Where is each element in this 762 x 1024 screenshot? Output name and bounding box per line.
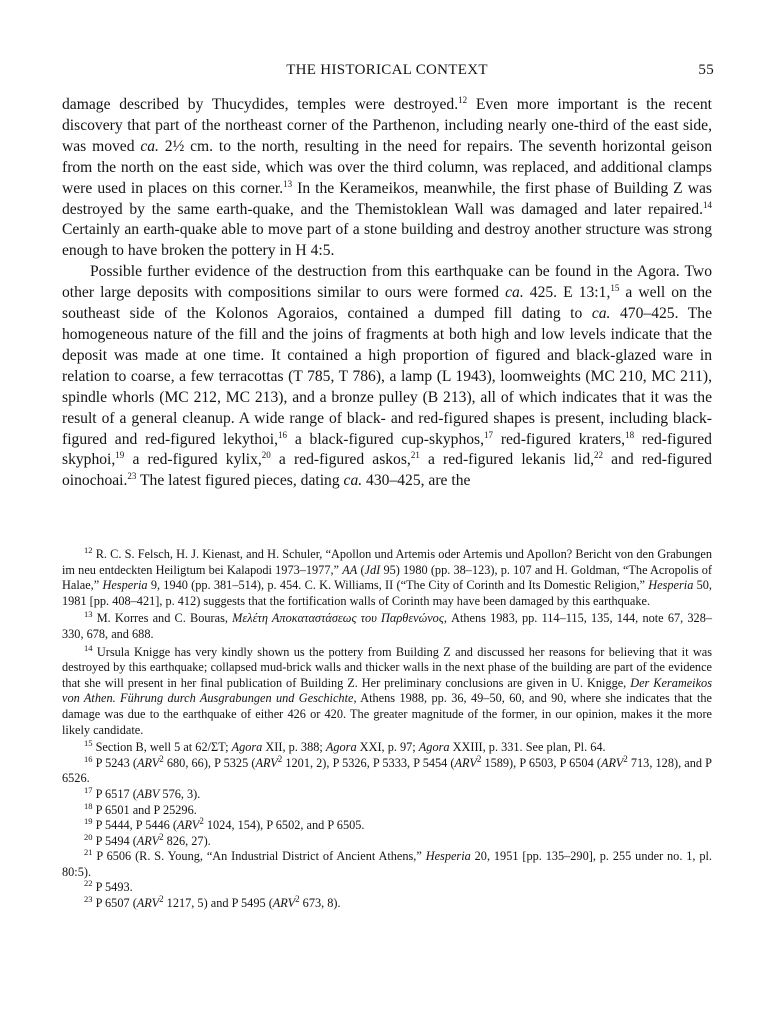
footnote-superscript: 2 — [159, 893, 164, 904]
paragraph-2 — [62, 262, 712, 492]
footnote-ref[interactable]: 20 — [261, 450, 271, 461]
footnote-text-italic: AA — [342, 562, 358, 577]
text-run: 2½ cm. to the north, resulting in the need for repairs. The seventh horizontal geison from the north on the east side, which was over the third column, was replaced, and additional clamps were used in places on this corner. — [62, 137, 712, 197]
footnote-number: 19 — [84, 816, 93, 826]
footnote-text-italic: ARV — [136, 896, 160, 911]
footnote-number: 16 — [84, 753, 93, 764]
text-run-italic: ca. — [591, 305, 611, 323]
footnote-17 — [62, 784, 712, 803]
footnote-number: 17 — [84, 784, 93, 795]
text-run-italic: ca. — [140, 137, 159, 155]
footnote-text-italic: ARV — [454, 755, 477, 770]
footnote-text: 9, 1940 (pp. 381–514), p. 454. C. K. Williams, II (“The City of Corinth and Its Domestic Religion,” — [147, 578, 649, 593]
text-run-italic: ca. — [505, 284, 524, 302]
footnote-text: 95) 1980 (pp. 38–123), p. 107 and H. Goldman, “The Acropolis of Halae,” — [62, 562, 712, 593]
footnote-text: ( — [357, 562, 365, 577]
footnote-text: XXIII, p. 331. See plan, Pl. 64. — [449, 740, 606, 755]
footnote-number: 22 — [84, 878, 93, 889]
text-run: Possible further evidence of the destruction from this earthquake can be found in the Agora. Two other large deposits with compositions similar to ours were formed — [62, 263, 712, 302]
footnote-text-italic: ARV — [255, 755, 278, 770]
footnote-text: , Athens 1988, pp. 36, 49–50, 60, and 90, where she indicates that the damage was due to the earthquake of either 426 or 420. The greater magnitude of the former, in our opinion, makes it the more likely candidate. — [62, 691, 712, 737]
footnote-number: 13 — [84, 609, 93, 620]
footnote-text: Section B, well 5 at 62/ΣΤ; — [92, 740, 232, 755]
footnote-text-italic: Agora — [418, 740, 450, 755]
footnotes — [62, 544, 713, 912]
footnote-text: 826, 27). — [163, 833, 211, 848]
footnote-superscript: 2 — [277, 753, 283, 764]
footnote-text: 1024, 154), P 6502, and P 6505. — [203, 818, 365, 833]
running-header — [60, 62, 714, 82]
text-run: 470–425. The homogeneous nature of the fill and the joins of fragments at both high and low levels indicate that the deposit was made at one time. It contained a high proportion of figured and black-glazed ware in relation to coarse, a few terracottas (T 785, T 786), a lamp (L 1943), loomweights (MC 210, MC 211), spindle whorls (MC 212, MC 213), and a bronze pulley (B 213), all of which indicates that it was the result of a general cleanup. A wide range of black- and red-figured shapes is present, including black-figured and red-figured lekythoi, — [62, 305, 712, 448]
text-run: red-figured skyphoi, — [62, 430, 712, 469]
footnote-text-italic: ARV — [136, 755, 160, 770]
running-title: THE HISTORICAL CONTEXT — [286, 62, 488, 78]
page-number: 55 — [698, 62, 714, 78]
footnote-13 — [62, 611, 712, 642]
footnote-text-italic: Μελέτη Αποκαταστάσεως του Παρθενώνος — [232, 611, 444, 626]
footnote-superscript: 2 — [159, 753, 164, 764]
footnote-text: P 6506 (R. S. Young, “An Industrial District of Ancient Athens,” — [92, 849, 426, 864]
footnote-text: 1589), P 6503, P 6504 ( — [481, 755, 601, 770]
text-run: a black-figured cup-skyphos, — [287, 430, 485, 448]
footnote-12 — [62, 544, 713, 609]
footnote-text: P 5493. — [92, 880, 133, 895]
footnote-14 — [62, 642, 712, 739]
main-text — [62, 95, 712, 492]
footnote-ref[interactable]: 22 — [594, 450, 604, 461]
footnote-ref[interactable]: 18 — [625, 429, 635, 440]
footnote-ref[interactable]: 19 — [115, 450, 125, 461]
footnote-ref[interactable]: 23 — [127, 471, 137, 482]
footnote-ref[interactable]: 13 — [283, 178, 293, 189]
footnote-superscript: 2 — [199, 816, 204, 826]
footnote-number: 21 — [84, 847, 93, 858]
footnote-superscript: 2 — [623, 753, 628, 764]
text-run: 425. E 13:1, — [523, 284, 611, 302]
footnote-ref[interactable]: 21 — [410, 450, 420, 461]
footnote-text-italic: ARV — [600, 755, 624, 770]
footnote-16 — [62, 753, 712, 787]
footnote-ref[interactable]: 15 — [610, 282, 620, 293]
text-run: a red-figured kylix, — [124, 451, 262, 469]
footnote-text: 713, 128), and P 6526. — [62, 755, 712, 786]
footnote-superscript: 2 — [295, 893, 300, 904]
footnote-text: P 6501 and P 25296. — [92, 802, 197, 817]
footnote-text-italic: Agora — [325, 740, 357, 755]
footnote-text: XII, p. 388; — [262, 740, 326, 755]
footnote-number: 20 — [84, 831, 93, 842]
footnote-text-italic: JdI — [364, 562, 381, 577]
footnote-text: 673, 8). — [299, 896, 341, 911]
footnote-text: 20, 1951 [pp. 135–290], p. 255 under no. 1, pl. 80:5). — [62, 849, 712, 879]
footnote-superscript: 2 — [159, 831, 164, 842]
text-run: In the Kerameikos, meanwhile, the first phase of Building Z was destroyed by the same earth-quake, and the Themistoklean Wall was damaged and later repaired. — [62, 179, 712, 218]
text-run: damage described by Thucydides, temples were destroyed. — [62, 96, 459, 113]
footnote-23 — [62, 893, 712, 912]
footnote-ref[interactable]: 14 — [703, 199, 712, 210]
footnote-text-italic: ARV — [272, 896, 296, 911]
footnote-text: M. Korres and C. Bouras, — [92, 611, 233, 626]
footnote-number: 12 — [84, 544, 93, 555]
text-run: a red-figured lekanis lid, — [419, 451, 595, 469]
footnote-20 — [62, 831, 712, 850]
footnote-text-italic: Der Kerameikos von Athen. Führung durch Ausgrabungen und Geschichte — [62, 675, 712, 706]
footnote-ref[interactable]: 17 — [484, 429, 494, 440]
text-run: The latest figured pieces, dating — [136, 472, 344, 490]
footnote-text: P 6517 ( — [92, 786, 137, 801]
footnote-ref[interactable]: 16 — [278, 429, 288, 440]
footnote-text: , Athens 1983, pp. 114–115, 135, 144, note 67, 328–330, 678, and 688. — [62, 611, 713, 641]
text-run: Certainly an earth-quake able to move part of a stone building and destroy another structure was strong enough to have broken the pottery in H 4:5. — [62, 221, 712, 260]
footnote-text-italic: Hesperia — [102, 578, 148, 593]
footnote-number: 15 — [84, 738, 93, 749]
footnote-text-italic: Hesperia — [425, 849, 471, 864]
footnote-number: 23 — [84, 893, 93, 904]
paragraph-1 — [62, 95, 712, 262]
footnote-text-italic: ARV — [177, 818, 200, 833]
footnote-text-italic: Hesperia — [648, 578, 694, 593]
footnote-number: 14 — [84, 642, 93, 653]
footnote-text: 576, 3). — [159, 786, 201, 801]
footnote-18 — [62, 800, 712, 819]
footnote-text: Ursula Knigge has very kindly shown us the pottery from Building Z and discussed her reasons for believing that it was destroyed by this earthquake; collapsed mud-brick walls and thicker walls in the next phase of the building are part of the evidence that she will present in her final publication of Building Z. Her preliminary conclusions are given in U. Knigge, — [62, 644, 712, 690]
text-run: 430–425, are the — [362, 472, 471, 490]
footnote-ref[interactable]: 12 — [458, 94, 468, 105]
footnote-number: 18 — [84, 800, 93, 811]
footnote-superscript: 2 — [476, 753, 482, 764]
footnote-21 — [62, 849, 712, 880]
footnote-text: 680, 66), P 5325 ( — [163, 755, 256, 770]
footnote-text: R. C. S. Felsch, H. J. Kienast, and H. Schuler, “Apollon und Artemis oder Artemis und Apollon? Bericht von den Grabungen im neu entdeckten Heiligtum bei Kalapodi 1973–1977,” — [62, 547, 712, 577]
footnote-text-italic: ARV — [136, 833, 160, 848]
text-run: Even more important is the recent discovery that part of the northeast corner of the Parthenon, including nearly one-third of the east side, was moved — [62, 96, 712, 155]
footnote-text: 1217, 5) and P 5495 ( — [163, 896, 273, 911]
footnote-text: P 5444, P 5446 ( — [92, 818, 177, 833]
footnote-text: P 6507 ( — [92, 896, 137, 911]
text-run-italic: ca. — [343, 472, 363, 490]
footnote-text: P 5243 ( — [92, 755, 137, 770]
footnote-text: 50, 1981 [pp. 408–421], p. 412) suggests that the fortification walls of Corinth may have been damaged by this earthquake. — [62, 578, 713, 608]
footnote-text: 1201, 2), P 5326, P 5333, P 5454 ( — [282, 755, 455, 770]
footnote-text-italic: ABV — [136, 786, 160, 801]
text-run: a well on the southeast side of the Kolonos Agoraios, contained a dumped fill dating to — [62, 284, 712, 323]
footnote-text: XXI, p. 97; — [356, 740, 419, 755]
footnote-text: P 5494 ( — [92, 833, 137, 848]
text-run: a red-figured askos, — [270, 451, 411, 469]
footnote-text-italic: Agora — [231, 740, 263, 755]
text-run: red-figured kraters, — [493, 430, 626, 448]
text-run: and red-figured oinochoai. — [62, 451, 712, 490]
